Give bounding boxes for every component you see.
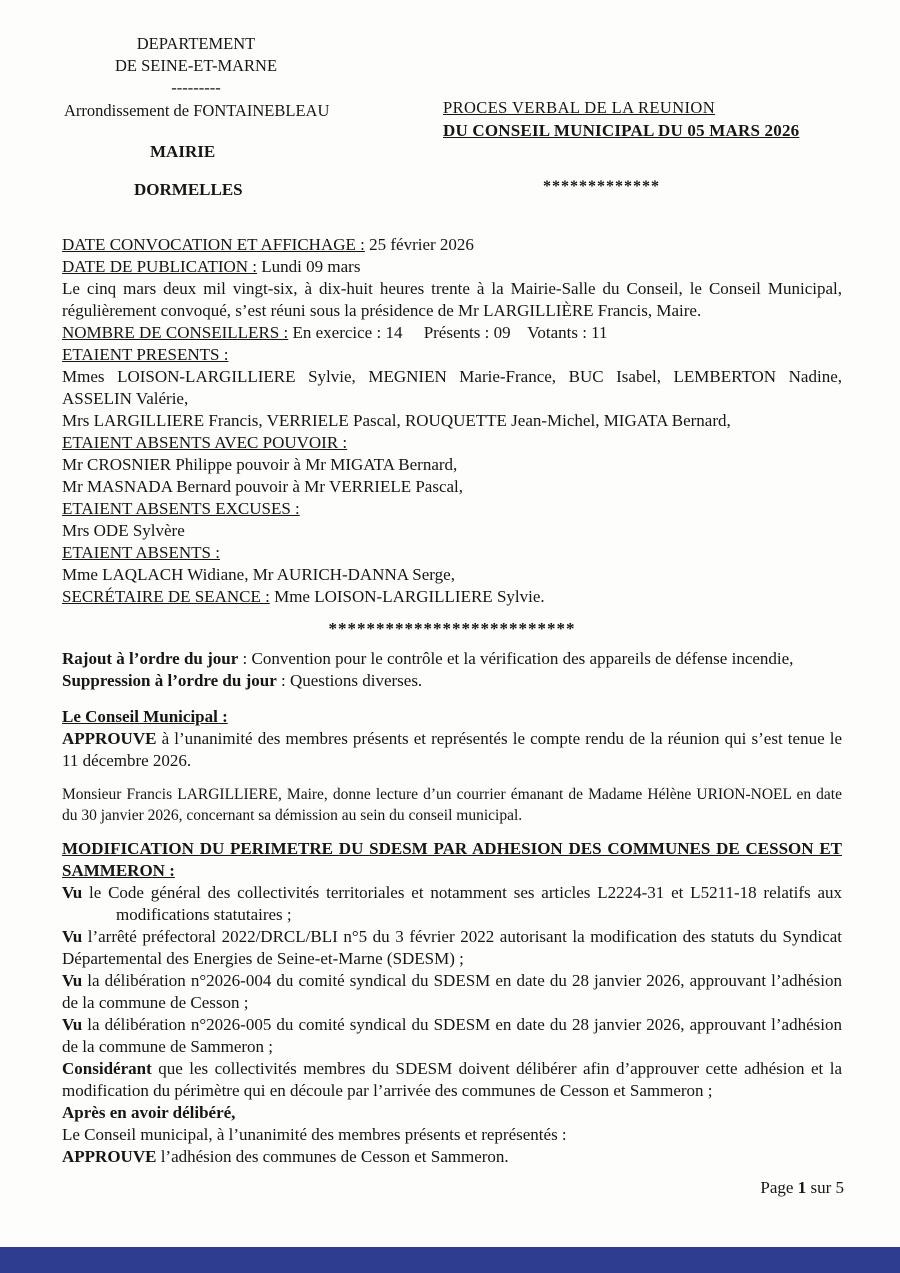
line-etaient-presents [62, 344, 842, 366]
paragraph-vu-1 [62, 882, 842, 926]
line-pouvoir-masnada: Mr MASNADA Bernard pouvoir à Mr VERRIELE Pascal, [62, 477, 464, 496]
line-etaient-absents-label [62, 542, 842, 564]
vu-1-text: le Code général des collectivités territoriales et notamment ses articles L2224-31 et L5211-18 relatifs aux modifications statutaires ; [82, 883, 842, 924]
rajout-text: : Convention pour le contrôle et la vérification des appareils de défense incendie, [238, 649, 794, 668]
line-rajout-ordre-du-jour [62, 648, 842, 670]
footer-page-suffix: sur 5 [810, 1178, 844, 1197]
document-title [443, 96, 799, 142]
heading-conseil-municipal [62, 706, 842, 728]
departement-line1: DEPARTEMENT [136, 34, 256, 53]
apres-deliberation-label: Après en avoir délibéré, [62, 1103, 236, 1122]
absents-pouvoir-label: ETAIENT ABSENTS AVEC POUVOIR : [62, 433, 348, 452]
secretaire-label: SECRÉTAIRE DE SEANCE : [62, 587, 270, 606]
conseillers-value: En exercice : 14 Présents : 09 Votants : 11 [288, 323, 608, 342]
line-pouvoir-crosnier: Mr CROSNIER Philippe pouvoir à Mr MIGATA Bernard, [62, 455, 458, 474]
approuve-text: à l’unanimité des membres présents et représentés le compte rendu de la réunion qui s’est tenue le 11 décembre 2026. [62, 729, 842, 770]
line-presents-mrs: Mrs LARGILLIERE Francis, VERRIELE Pascal, ROUQUETTE Jean-Michel, MIGATA Bernard, [62, 411, 731, 430]
paragraph-vu-3 [62, 970, 842, 1014]
absents-label: ETAIENT ABSENTS : [62, 543, 220, 562]
line-apres-deliberation [62, 1102, 842, 1124]
conseillers-label: NOMBRE DE CONSEILLERS : [62, 323, 289, 342]
departement-line2: DE SEINE-ET-MARNE [114, 56, 278, 75]
line-absents-excuses-names: Mrs ODE Sylvère [62, 521, 185, 540]
title-line2: DU CONSEIL MUNICIPAL DU 05 MARS 2026 [443, 121, 800, 140]
document-header [0, 0, 900, 220]
presents-label: ETAIENT PRESENTS : [62, 345, 229, 364]
vu-4-label: Vu [62, 1015, 83, 1034]
commune-name: DORMELLES [134, 180, 243, 199]
line-suppression-ordre-du-jour [62, 670, 842, 692]
vu-1-label: Vu [62, 883, 83, 902]
considerant-label: Considérant [62, 1059, 152, 1078]
stars-divider: ************************** [328, 619, 576, 638]
footer-page-label: Page [760, 1178, 794, 1197]
line-conseil-unanimite: Le Conseil municipal, à l’unanimité des membres présents et représentés : [62, 1125, 567, 1144]
vu-3-text: la délibération n°2026-004 du comité syndical du SDESM en date du 28 janvier 2026, approuvant l’adhésion de la commune de Cesson ; [62, 971, 842, 1012]
footer-page-number: 1 [797, 1178, 807, 1197]
line-approuve-adhesion [62, 1146, 842, 1168]
paragraph-approuve-compte-rendu [62, 728, 842, 772]
bottom-scan-bar [0, 1247, 900, 1273]
suppression-label: Suppression à l’ordre du jour [62, 671, 277, 690]
publication-label: DATE DE PUBLICATION : [62, 257, 258, 276]
approuve-adhesion-label: APPROUVE [62, 1147, 157, 1166]
absents-excuses-label: ETAIENT ABSENTS EXCUSES : [62, 499, 300, 518]
line-convocation [62, 234, 842, 256]
convocation-value: 25 février 2026 [364, 235, 474, 254]
mairie-label: MAIRIE [150, 142, 216, 161]
line-absents-excuses-label [62, 498, 842, 520]
header-stars: ************* [543, 178, 660, 195]
paragraph-considerant [62, 1058, 842, 1102]
line-absents-names: Mme LAQLACH Widiane, Mr AURICH-DANNA Serge, [62, 565, 455, 584]
paragraph-vu-2 [62, 926, 842, 970]
conseil-heading-text: Le Conseil Municipal : [62, 707, 228, 726]
title-line1: PROCES VERBAL DE LA REUNION [443, 98, 716, 117]
paragraph-demission-note: Monsieur Francis LARGILLIERE, Maire, donne lecture d’un courrier émanant de Madame Hélène URION-NOEL en date du 30 janvier 2026, concernant sa démission au sein du conseil municipal. [62, 786, 842, 824]
vu-3-label: Vu [62, 971, 83, 990]
convocation-label: DATE CONVOCATION ET AFFICHAGE : [62, 235, 365, 254]
separator-dashes: --------- [171, 78, 221, 97]
vu-4-text: la délibération n°2026-005 du comité syndical du SDESM en date du 28 janvier 2026, approuvant l’adhésion de la commune de Sammeron ; [62, 1015, 842, 1056]
publication-value: Lundi 09 mars [257, 257, 361, 276]
secretaire-value: Mme LOISON-LARGILLIERE Sylvie. [269, 587, 545, 606]
departement-block [110, 33, 282, 99]
vu-2-text: l’arrêté préfectoral 2022/DRCL/BLI n°5 du 3 février 2022 autorisant la modification des statuts du Syndicat Départemental des Energies de Seine-et-Marne (SDESM) ; [62, 927, 842, 968]
paragraph-vu-4 [62, 1014, 842, 1058]
heading-sdesm [62, 838, 842, 882]
rajout-label: Rajout à l’ordre du jour [62, 649, 239, 668]
paragraph-opening: Le cinq mars deux mil vingt-six, à dix-huit heures trente à la Mairie-Salle du Conseil, le Conseil Municipal, régulièrement convoqué, s’est réuni sous la présidence de Mr LARGILLIÈRE Francis, Maire. [62, 279, 842, 320]
suppression-text: : Questions diverses. [276, 671, 423, 690]
considerant-text: que les collectivités membres du SDESM doivent délibérer afin d’approuver cette adhésion et la modification du périmètre qui en découle par l’arrivée des communes de Cesson et Sammeron ; [62, 1059, 842, 1100]
page-footer [760, 1178, 844, 1198]
arrondissement-label: Arrondissement de FONTAINEBLEAU [64, 101, 330, 120]
line-nombre-conseillers [62, 322, 842, 344]
approuve-adhesion-text: l’adhésion des communes de Cesson et Sammeron. [156, 1147, 509, 1166]
approuve-label: APPROUVE [62, 729, 157, 748]
line-presents-mmes: Mmes LOISON-LARGILLIERE Sylvie, MEGNIEN Marie-France, BUC Isabel, LEMBERTON Nadine, ASSELIN Valérie, [62, 367, 842, 408]
line-publication [62, 256, 842, 278]
document-body [62, 234, 842, 1168]
line-absents-pouvoir-label [62, 432, 842, 454]
sdesm-heading-text: MODIFICATION DU PERIMETRE DU SDESM PAR ADHESION DES COMMUNES DE CESSON ET SAMMERON : [62, 839, 842, 880]
line-secretaire [62, 586, 842, 608]
vu-2-label: Vu [62, 927, 83, 946]
